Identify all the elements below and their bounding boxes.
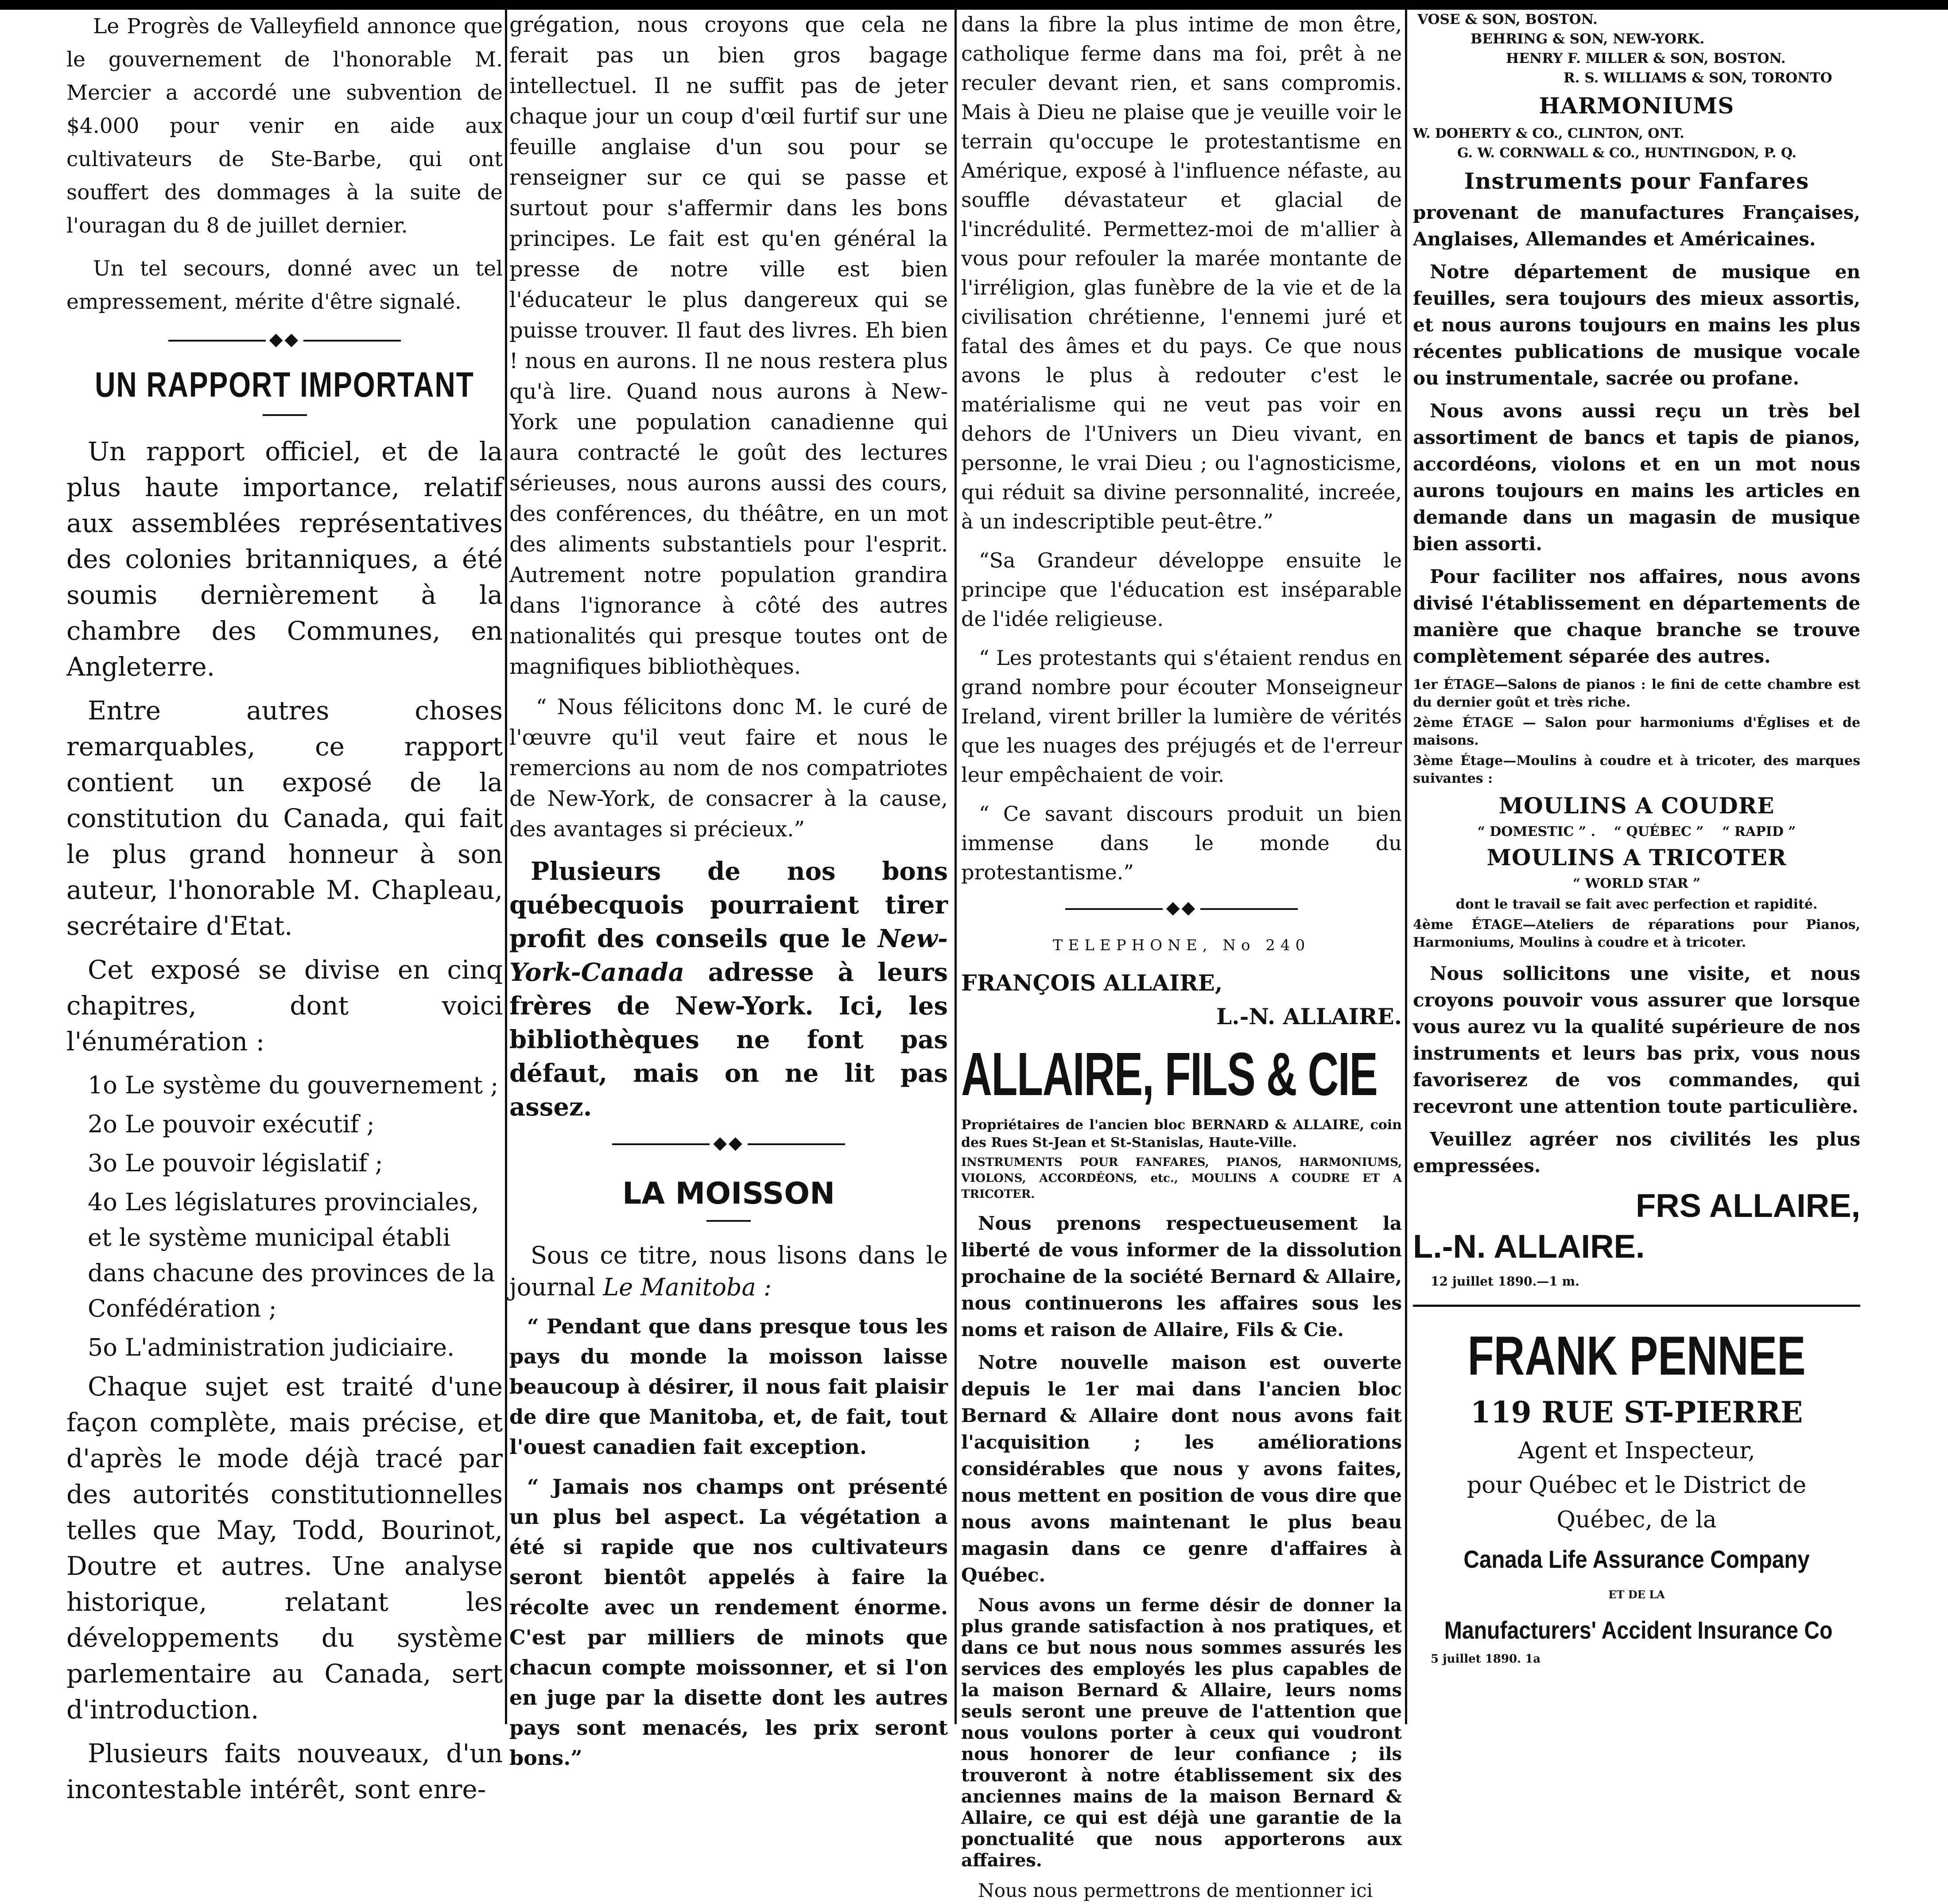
paragraph: Plusieurs faits nouveaux, d'un incontestable intérêt, sont enre- (66, 1738, 503, 1804)
paragraph: Entre autres choses remarquables, ce rapport contient un exposé de la constitution du Canada, qui fait le plus grand honneur à son auteur, l'honorable M. Chapleau, secrétaire d'Etat. (66, 696, 503, 941)
ad-line: ET DE LA (1608, 1588, 1665, 1601)
top-border (0, 0, 1948, 10)
agent-line: W. DOHERTY & CO., CLINTON, ONT. (1413, 126, 1684, 141)
section-heading: HARMONIUMS (1539, 93, 1735, 119)
list-item: 5o L'administration judiciaire. (88, 1333, 455, 1361)
ad-line: Québec, de la (1556, 1507, 1717, 1533)
paragraph: grégation, nous croyons que cela ne ferait pas un bien gros bagage intellectuel. Il ne suffit pas de jeter chaque jour un coup d'œil furtif sur une feuille anglaise d'un sou pour se renseigner sur ce qui se passe et surtout pour s'affermir dans les bons principes. Le fait est qu'en général la presse de notre ville est bien l'éducateur le plus dangereux qui se puisse trouver. Il faut des livres. Eh bien ! nous en aurons. Il ne nous restera plus qu'à lire. Quand nous aurons à New-York une population canadienne qui aura contracté le goût des lectures sérieuses, nous aurons aussi des cours, des conférences, du théâtre, en un mot des aliments substantiels pour l'esprit. Autrement notre population grandira dans l'ignorance à côté des autres nationalités qui presque toutes ont de magnifiques bibliothèques. (509, 12, 948, 679)
telephone-line: TELEPHONE, No 240 (1052, 936, 1311, 954)
paragraph: Le Progrès de Valleyfield annonce que le gouvernement de l'honorable M. Mercier a accordé une subvention de $4.000 pour venir en aide aux cultivateurs de Ste-Barbe, qui ont souffert des dommages à la suite de l'ouragan du 8 de juillet dernier. (66, 14, 503, 238)
list-item: 2o Le pouvoir exécutif ; (88, 1110, 375, 1138)
section-heading: MOULINS A TRICOTER (1486, 844, 1787, 870)
ad-separator (1413, 1305, 1860, 1307)
agent-line: G. W. CORNWALL & CO., HUNTINGDON, P. Q. (1457, 145, 1797, 161)
company-name: Manufacturers' Accident Insurance Co (1444, 1616, 1833, 1644)
list-item: 3o Le pouvoir législatif ; (88, 1149, 383, 1177)
paragraph: Notre département de musique en feuilles, sera toujours des mieux assortis, et nous aurons toujours en mains les plus récentes publications de musique vocale ou instrumentale, sacrée ou profane. (1413, 261, 1860, 389)
brand-list: “ DOMESTIC ” . “ QUÉBEC ” “ RAPID ” (1477, 824, 1796, 839)
ornament-divider: ◆◆ (961, 897, 1402, 919)
ad-subtitle: Propriétaires de l'ancien bloc BERNARD & ALLAIRE, coin des Rues St-Jean et St-Stanislas, Haute-Ville. (961, 1117, 1402, 1150)
paragraph: Chaque sujet est traité d'une façon complète, mais précise, et d'après le mode déjà tracé par des autorités constitutionnelles telles que May, Todd, Bourinot, Doutre et autres. Une analyse historique, relatant les développements du système parlementaire au Canada, sert d'introduction. (66, 1372, 503, 1725)
advertiser-name: FRANK PENNEE (1467, 1325, 1806, 1387)
ornament-divider: ◆◆ (66, 328, 503, 350)
agent-list (1413, 124, 1860, 163)
paragraph: “ Les protestants qui s'étaient rendus en grand nombre pour écouter Monseigneur Ireland, virent briller la lumière de vérités que les nuages des préjugés et de l'erreur leur empêchaient de voir. (961, 646, 1402, 787)
short-rule (706, 1220, 751, 1222)
paragraph: “ Pendant que dans presque tous les pays du monde la moisson laisse beaucoup à désirer, il nous fait plaisir de dire que Manitoba, et, de fait, tout l'ouest canadien fait exception. (509, 1314, 948, 1459)
ad-date: 12 juillet 1890.—1 m. (1431, 1274, 1579, 1289)
advertiser-name: L.-N. ALLAIRE. (1216, 1003, 1402, 1030)
paragraph: Plusieurs de nos bons québecquois pourraient tirer profit des conseils que le New-York-Canada adresse à leurs frères de New-York. Ici, les bibliothèques ne font pas défaut, mais on ne lit pas assez. (509, 857, 948, 1122)
ornament-divider: ◆◆ (509, 1132, 948, 1154)
advertiser-name: FRANÇOIS ALLAIRE, (961, 970, 1223, 996)
ad-line: Agent et Inspecteur, (1518, 1438, 1755, 1464)
column-3 (961, 10, 1402, 1901)
paragraph: Notre nouvelle maison est ouverte depuis le 1er mai dans l'ancien bloc Bernard & Allaire dont nous avons fait l'acquisition ; les améliorations considérables que nous y avons faites, nous mettent en position de vous dire que nous avons maintenant le plus beau magasin dans ce genre d'affaires à Québec. (961, 1352, 1402, 1586)
paragraph: dans la fibre la plus intime de mon être, catholique ferme dans ma foi, prêt à ne reculer devant rien, et sans compromis. Mais à Dieu ne plaise que je veuille voir le terrain qu'occupe le protestantisme en Amérique, exposé à l'influence néfaste, au souffle dévastateur et glacial de l'incrédulité. Permettez-moi de m'allier à vous pour refouler la marée montante de l'irréligion, glas funèbre de la vie et de la civilisation chrétienne, l'ennemi juré et fatal des âmes et du pays. Ce que nous avons le plus à redouter c'est le matérialisme qui ne veut pas voir en dehors de l'Univers un Dieu vivant, en personne, le vrai Dieu ; ou l'agnosticisme, qui réduit sa divine personnalité, increée, à un indescriptible peut-être.” (961, 12, 1402, 533)
column-4 (1413, 10, 1860, 1724)
column-rule (505, 10, 507, 1724)
company-name: Canada Life Assurance Company (1463, 1545, 1810, 1573)
paragraph: Cet exposé se divise en cinq chapitres, dont voici l'énumération : (66, 955, 503, 1057)
section-heading: MOULINS A COUDRE (1498, 793, 1775, 819)
agent-line: HENRY F. MILLER & SON, BOSTON. (1506, 51, 1786, 66)
paragraph: Sous ce titre, nous lisons dans le journal Le Manitoba : (509, 1241, 948, 1301)
paragraph: Nous avons aussi reçu un très bel assortiment de bancs et tapis de pianos, accordéons, violons et en un mot nous aurons toujours en mains les articles en demande dans un magasin de musique bien assorti. (1413, 400, 1860, 555)
list-item: 4o Les législatures provinciales, et le système municipal établi dans chacune des provinces de la Confédération ; (88, 1188, 495, 1322)
agent-line: R. S. WILLIAMS & SON, TORONTO (1564, 70, 1832, 86)
paragraph: Veuillez agréer nos civilités les plus empressées. (1413, 1128, 1860, 1177)
ad-line: pour Québec et le District de (1467, 1472, 1807, 1499)
paragraph: “Sa Grandeur développe ensuite le principe que l'éducation est inséparable de l'idée religieuse. (961, 548, 1402, 631)
paragraph: “ Jamais nos champs ont présenté un plus bel aspect. La végétation a été si rapide que nos cultivateurs seront bientôt appelés à faire la récolte avec un rendement énorme. C'est par milliers de minots que chacun compte moissonner, et si l'on en juge par la disette dont les autres pays sont menacés, les prix seront bons.” (509, 1475, 948, 1770)
floor-line: 3ème Étage—Moulins à coudre et à tricoter, des marques suivantes : (1413, 753, 1860, 786)
column-2 (509, 10, 948, 1770)
paragraph: Un tel secours, donné avec un tel empressement, mérite d'être signalé. (66, 256, 503, 314)
paragraph: provenant de manufactures Françaises, Anglaises, Allemandes et Américaines. (1413, 202, 1860, 250)
agent-line: BEHRING & SON, NEW-YORK. (1471, 31, 1705, 47)
paragraph: Pour faciliter nos affaires, nous avons divisé l'établissement en départements de manière que chaque branche se trouve complètement séparée des autres. (1413, 566, 1860, 667)
paragraph: “ Nous félicitons donc M. le curé de l'œuvre qu'il veut faire et nous le remercions au nom de nos compatriotes de New-York, de consacrer à la cause, des avantages si précieux.” (509, 695, 948, 842)
column-rule (1405, 10, 1407, 1724)
signature-name: FRS ALLAIRE, (1635, 1187, 1860, 1224)
list-item: 1o Le système du gouvernement ; (88, 1071, 499, 1099)
paragraph: Un rapport officiel, et de la plus haute importance, relatif aux assemblées représentatives des colonies britanniques, a été soumis dernièrement à la chambre des Communes, en Angleterre. (66, 436, 503, 682)
floor-line: 2ème ÉTAGE — Salon pour harmoniums d'Églises et de maisons. (1413, 715, 1860, 748)
signature-name: L.-N. ALLAIRE. (1413, 1228, 1645, 1265)
paragraph: Nous prenons respectueusement la liberté de vous informer de la dissolution prochaine de la société Bernard & Allaire, nous continuerons les affaires sous les noms et raison de Allaire, Fils & Cie. (961, 1212, 1402, 1341)
floor-line: 1er ÉTAGE—Salons de pianos : le fini de cette chambre est du dernier goût et très riche. (1413, 677, 1860, 710)
paragraph: Nous avons un ferme désir de donner la plus grande satisfaction à nos pratiques, et dans ce but nous nous sommes assurés les services des employés les plus capables de la maison Bernard & Allaire, leurs noms seuls seront une preuve de l'attention que nous voulons porter à ceux qui voudront nous honorer de leur confiance ; ils trouveront à notre établissement six des anciennes mains de la maison Bernard & Allaire, ce qui est déjà une garantie de la ponctualité que nous apporterons aux affaires. (961, 1595, 1402, 1871)
brand-name: “ WORLD STAR ” (1572, 876, 1701, 891)
column-rule (955, 10, 957, 1724)
floor-line: 4ème ÉTAGE—Ateliers de réparations pour Pianos, Harmoniums, Moulins à coudre et à tricoter. (1413, 917, 1860, 950)
ad-subtitle: INSTRUMENTS POUR FANFARES, PIANOS, HARMONIUMS, VIOLONS, ACCORDÉONS, etc., MOULINS A COUDRE ET A TRICOTER. (961, 1156, 1402, 1201)
firm-name-banner: ALLAIRE, FILS & CIE (961, 1040, 1378, 1108)
paragraph: Nous sollicitons une visite, et nous croyons pouvoir vous assurer que lorsque vous aurez vu la qualité supérieure de nos instruments et leurs bas prix, vous nous favoriserez de vos commandes, qui recevront une attention toute particulière. (1413, 963, 1860, 1117)
address: 119 RUE ST-PIERRE (1470, 1395, 1803, 1430)
paragraph: “ Ce savant discours produit un bien immense dans le monde du protestantisme.” (961, 802, 1402, 884)
article-heading: LA MOISSON (622, 1176, 835, 1211)
agent-list (1413, 10, 1860, 88)
agent-line: VOSE & SON, BOSTON. (1417, 12, 1598, 27)
article-heading: UN RAPPORT IMPORTANT (95, 365, 474, 404)
brand-note: dont le travail se fait avec perfection et rapidité. (1455, 897, 1818, 912)
paragraph: Nous nous permettrons de mentionner ici (978, 1880, 1373, 1901)
short-rule (263, 414, 307, 416)
ad-date: 5 juillet 1890. 1a (1431, 1652, 1541, 1666)
section-heading: Instruments pour Fanfares (1464, 168, 1809, 194)
column-1 (66, 10, 503, 1804)
